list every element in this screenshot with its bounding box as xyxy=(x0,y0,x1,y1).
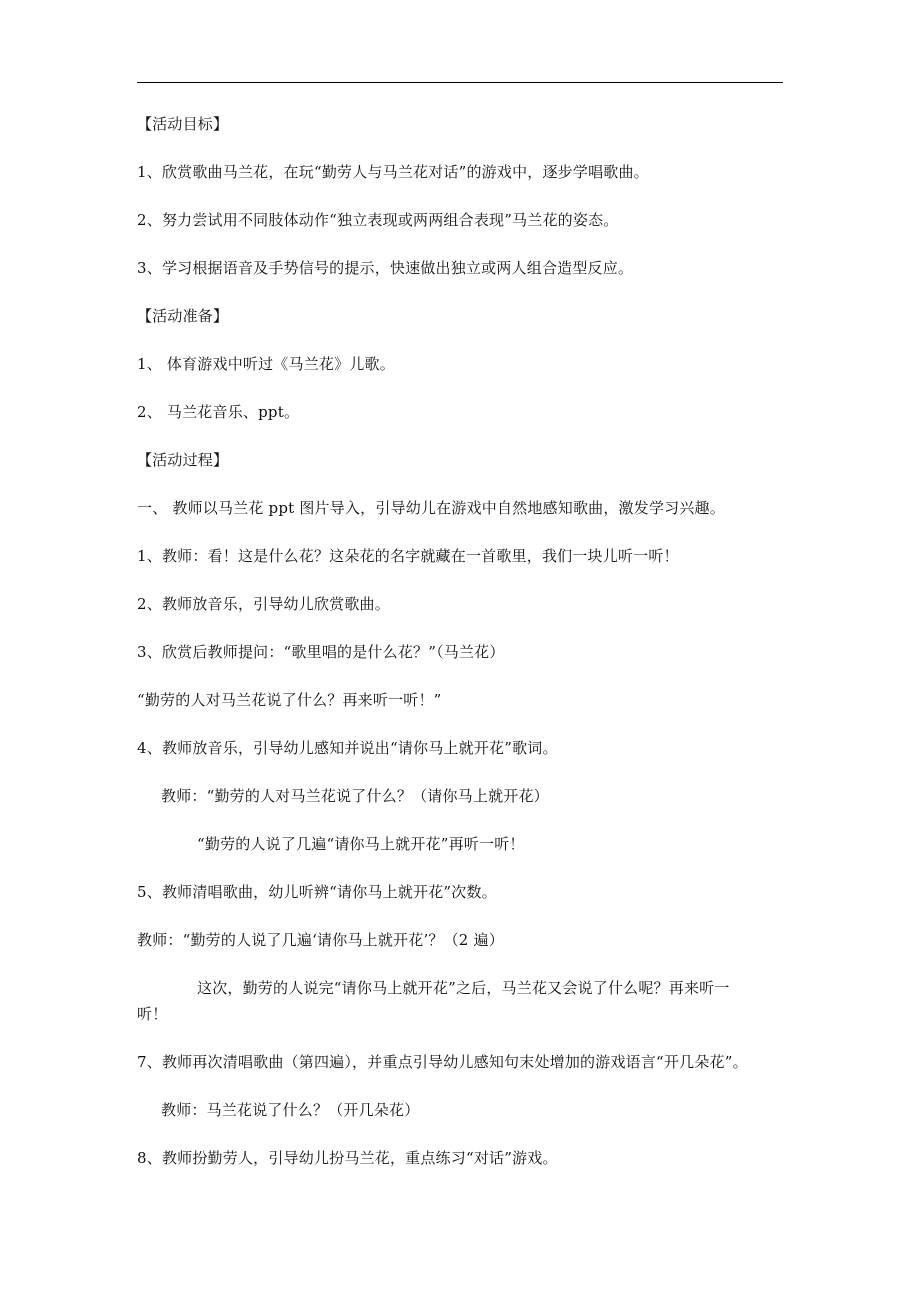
process-section-1: 一、 教师以马兰花 ppt 图片导入，引导幼儿在游戏中自然地感知歌曲，激发学习兴趣。 xyxy=(137,499,725,517)
process-step-3-question: “勤劳的人对马兰花说了什么？再来听一听！” xyxy=(137,691,442,709)
process-step-4-followup: “勤劳的人说了几遍“请你马上就开花”再听一听！ xyxy=(197,835,525,853)
process-step-4: 4、教师放音乐，引导幼儿感知并说出“请你马上就开花”歌词。 xyxy=(137,739,558,757)
header-rule xyxy=(137,82,783,83)
heading-activity-preparation: 【活动准备】 xyxy=(137,307,229,325)
heading-activity-process: 【活动过程】 xyxy=(137,451,229,469)
process-step-4-teacher: 教师：“勤劳的人对马兰花说了什么？（请你马上就开花） xyxy=(161,787,549,805)
goal-item-1: 1、欣赏歌曲马兰花，在玩“勤劳人与马兰花对话”的游戏中，逐步学唱歌曲。 xyxy=(137,163,649,181)
goal-item-3: 3、学习根据语音及手势信号的提示，快速做出独立或两人组合造型反应。 xyxy=(137,259,634,277)
process-step-5-followup-cont: 听！ xyxy=(137,1005,168,1023)
process-step-2: 2、教师放音乐，引导幼儿欣赏歌曲。 xyxy=(137,595,390,613)
prep-item-2: 2、 马兰花音乐、ppt。 xyxy=(137,403,300,421)
process-step-3: 3、欣赏后教师提问：“歌里唱的是什么花？”（马兰花） xyxy=(137,643,505,661)
process-step-1: 1、教师：看！这是什么花？这朵花的名字就藏在一首歌里，我们一块儿听一听！ xyxy=(137,547,679,565)
process-step-7: 7、教师再次清唱歌曲（第四遍），并重点引导幼儿感知句末处增加的游戏语言“开几朵花”。 xyxy=(137,1053,748,1071)
process-step-5: 5、教师清唱歌曲，幼儿听辨“请你马上就开花”次数。 xyxy=(137,883,497,901)
process-step-5-teacher: 教师：“勤劳的人说了几遍‘请你马上就开花’？（2 遍） xyxy=(137,931,504,949)
process-step-7-teacher: 教师：马兰花说了什么？（开几朵花） xyxy=(161,1101,420,1119)
process-step-8: 8、教师扮勤劳人，引导幼儿扮马兰花，重点练习“对话”游戏。 xyxy=(137,1149,558,1167)
heading-activity-goals: 【活动目标】 xyxy=(137,115,229,133)
prep-item-1: 1、 体育游戏中听过《马兰花》儿歌。 xyxy=(137,355,395,373)
process-step-5-followup: 这次，勤劳的人说完“请你马上就开花”之后，马兰花又会说了什么呢？再来听一 xyxy=(197,979,730,997)
goal-item-2: 2、努力尝试用不同肢体动作“独立表现或两两组合表现”马兰花的姿态。 xyxy=(137,211,619,229)
